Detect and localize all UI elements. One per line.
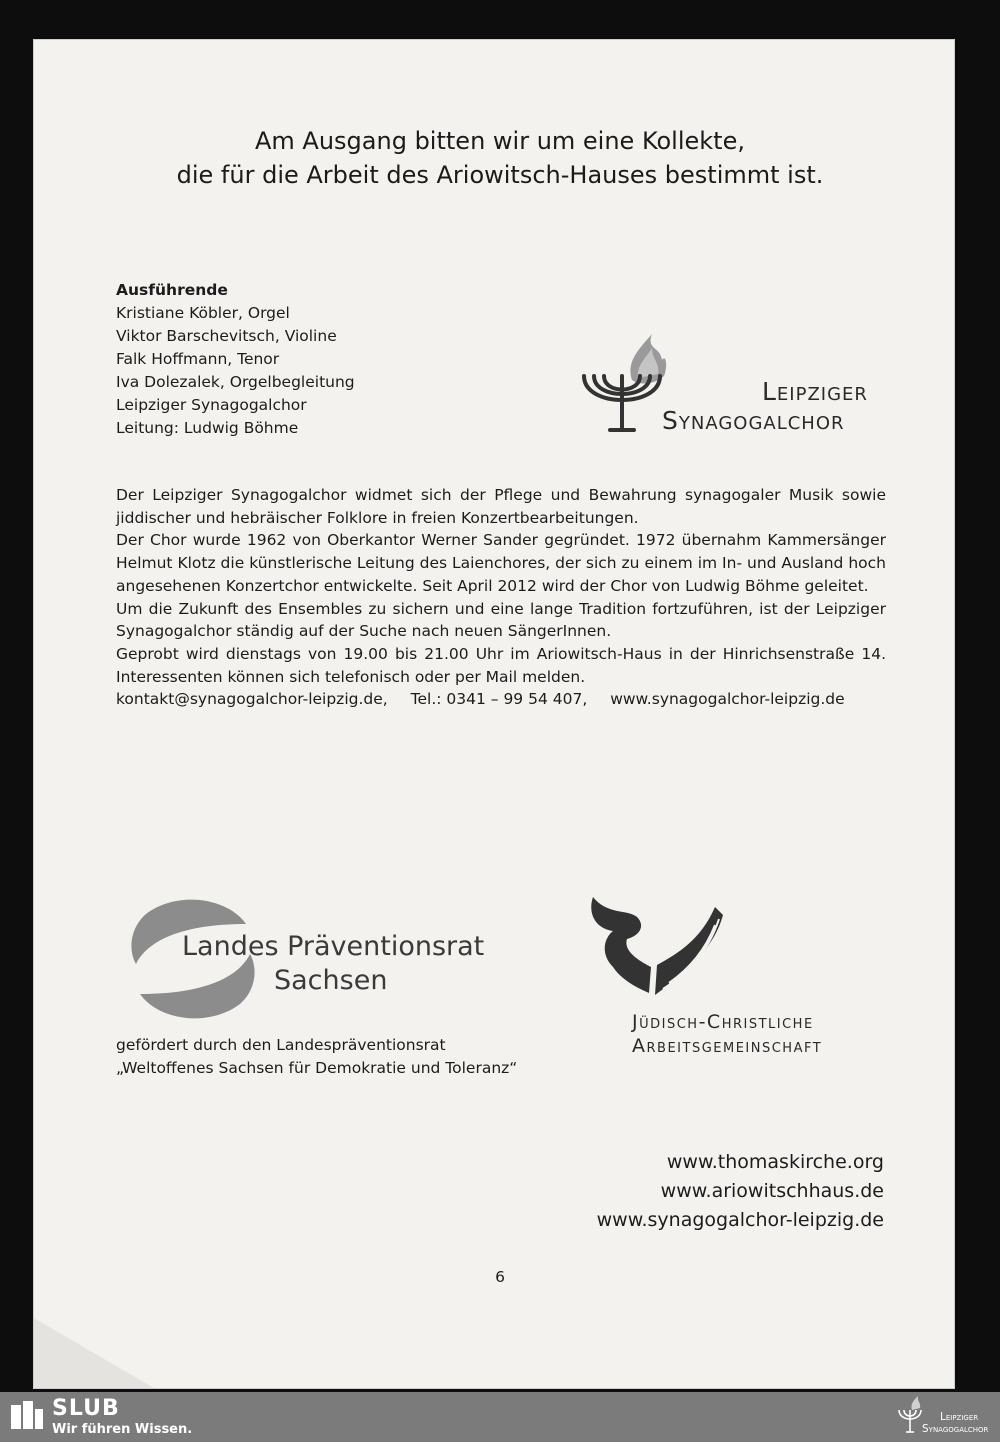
performer-item: Viktor Barschevitsch, Violine	[116, 327, 337, 345]
funding-line-1: gefördert durch den Landespräventionsrat	[116, 1036, 446, 1054]
performers-list	[116, 279, 355, 440]
web-links	[597, 1148, 884, 1235]
choir-logo-line-2: Synagogalchor	[662, 406, 845, 435]
footer-bar	[0, 1392, 1000, 1442]
performer-item: Leitung: Ludwig Böhme	[116, 419, 299, 437]
footer-choir-line-2: Synagogalchor	[922, 1423, 989, 1435]
choir-logo-text	[662, 377, 868, 435]
contact-email[interactable]: kontakt@synagogalchor-leipzig.de,	[116, 690, 388, 709]
link-thomaskirche[interactable]: www.thomaskirche.org	[666, 1151, 884, 1173]
description-paragraph: Geprobt wird dienstags von 19.00 bis 21.00 Uhr im Ariowitsch-Haus in der Hinrichsenstraße 14. Interessenten können sich telefonisch oder per Mail melden.	[116, 644, 886, 686]
funding-note	[116, 1034, 517, 1080]
slub-tagline: Wir führen Wissen.	[52, 1422, 193, 1437]
slub-name: SLUB	[52, 1396, 120, 1421]
slub-logo-icon	[10, 1401, 44, 1431]
funding-line-2: „Weltoffenes Sachsen für Demokratie und Toleranz“	[116, 1059, 518, 1077]
choir-description	[116, 484, 886, 711]
description-paragraph: Um die Zukunft des Ensembles zu sichern und eine lange Tradition fortzuführen, ist der Leipziger Synagogalchor ständig auf der Suche nach neuen SängerInnen.	[116, 599, 886, 641]
praeventionsrat-line-2: Sachsen	[274, 965, 388, 996]
page-number: 6	[495, 1268, 505, 1286]
page-fold	[34, 1318, 154, 1388]
performer-item: Leipziger Synagogalchor	[116, 396, 307, 414]
performer-item: Falk Hoffmann, Tenor	[116, 350, 280, 368]
footer-choir-text	[922, 1411, 988, 1435]
contact-website[interactable]: www.synagogalchor-leipzig.de	[610, 690, 845, 709]
description-paragraph: Der Leipziger Synagogalchor widmet sich der Pflege und Bewahrung synagogaler Musik sowie jiddischer und hebräischer Folklore in freien Konzertbearbeitungen.	[116, 486, 886, 527]
choir-logo-line-1: Leipziger	[762, 377, 868, 406]
performer-item: Kristiane Köbler, Orgel	[116, 304, 290, 322]
jca-logo-text	[632, 1010, 822, 1058]
performers-heading: Ausführende	[116, 281, 228, 299]
open-book-icon	[583, 895, 728, 1000]
contact-phone: Tel.: 0341 – 99 54 407,	[410, 690, 588, 709]
collection-notice-line-2: die für die Arbeit des Ariowitsch-Hauses bestimmt ist.	[176, 161, 824, 189]
contact-line	[116, 688, 886, 711]
performer-item: Iva Dolezalek, Orgelbegleitung	[116, 373, 355, 391]
praeventionsrat-line-1: Landes Präventionsrat	[182, 931, 485, 962]
menorah-small-icon	[897, 1396, 923, 1436]
praeventionsrat-logo-text	[182, 930, 484, 998]
link-synagogalchor[interactable]: www.synagogalchor-leipzig.de	[596, 1209, 884, 1231]
collection-notice	[0, 124, 1000, 192]
jca-line-1: Jüdisch-Christliche	[632, 1011, 814, 1033]
jca-line-2: Arbeitsgemeinschaft	[632, 1035, 823, 1057]
menorah-flame-icon	[580, 332, 670, 434]
link-ariowitschhaus[interactable]: www.ariowitschhaus.de	[660, 1180, 884, 1202]
description-paragraph: Der Chor wurde 1962 von Oberkantor Werner Sander gegründet. 1972 übernahm Kammersänger Helmut Klotz die künstlerische Leitung des Laienchores, der sich zu einem im In- und Ausland hoch angesehenen Konzertchor entwickelte. Seit April 2012 wird der Chor von Ludwig Böhme geleitet.	[116, 531, 886, 595]
footer-choir-line-1: Leipziger	[940, 1411, 979, 1423]
collection-notice-line-1: Am Ausgang bitten wir um eine Kollekte,	[255, 127, 745, 155]
